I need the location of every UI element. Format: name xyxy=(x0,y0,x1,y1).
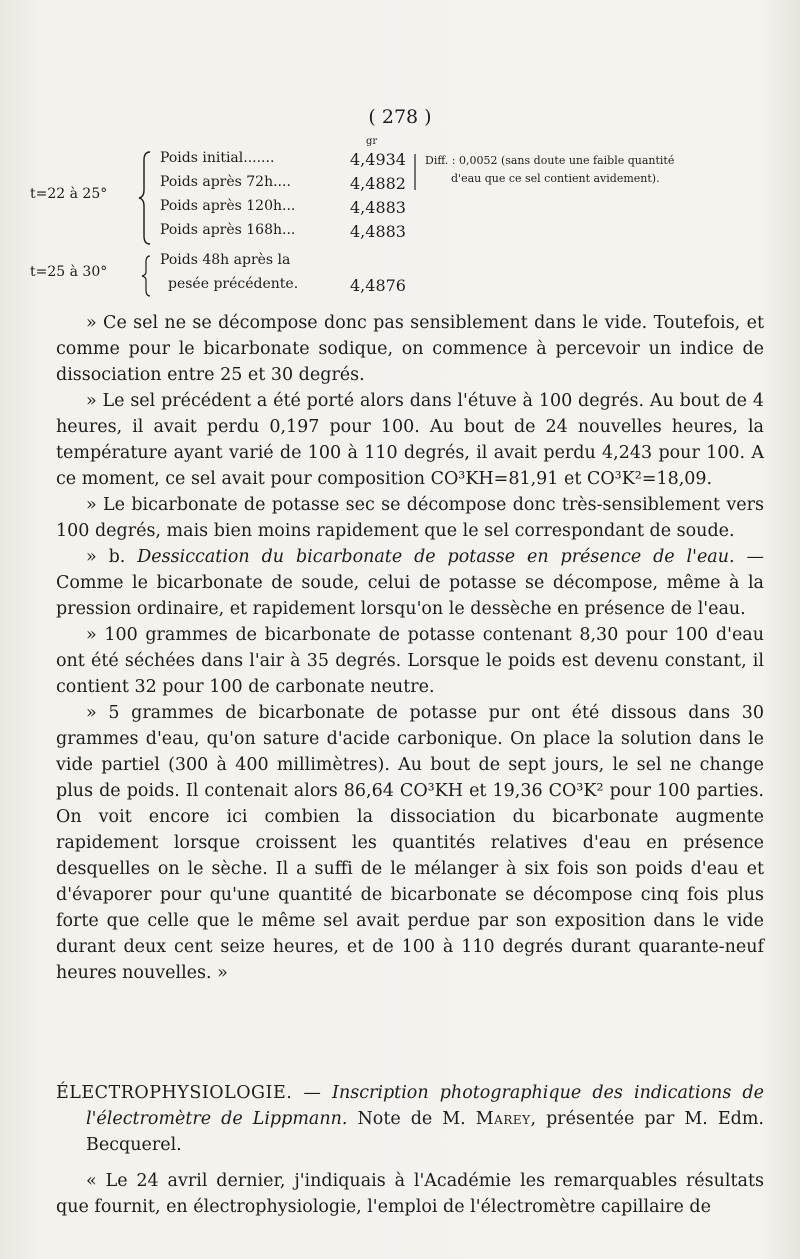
section-heading: ÉLECTROPHYSIOLOGIE. xyxy=(56,1083,293,1103)
diff-note xyxy=(425,152,674,188)
section-b-prefix: » b. xyxy=(86,547,126,567)
row-label: pesée précédente. xyxy=(168,276,299,292)
paragraph: » 5 grammes de bicarbonate de potasse pur ont été dissous dans 30 grammes d'eau, qu'on sature d'acide carbonique. On place la solution dans le vide partiel (300 à 400 millimètres). Au bout de sept jours, le sel ne change plus de poids. Il contenait alors 86,64 CO³KH et 19,36 CO³K² pour 100 parties. On voit encore ici combien la dissociation du bicarbonate augmente rapidement lorsque croissent les quantités relatives d'eau en présence desquelles on le sèche. Il a suffi de le mélanger à six fois son poids d'eau et d'évaporer pour qu'une quantité de bicarbonate se décompose cinq fois plus forte que celle que le même sel avait perdue par son exposition dans le vide durant deux cent seize heures, et de 100 à 110 degrés durant quarante-neuf heures nouvelles. » xyxy=(56,703,764,983)
row-value: 4,4882 xyxy=(350,174,406,193)
paragraph: » 100 grammes de bicarbonate de potasse contenant 8,30 pour 100 d'eau ont été séchées dans l'air à 35 degrés. Lorsque le poids est devenu constant, il contient 32 pour 100 de carbonate neutre. xyxy=(56,625,764,697)
diff-line: d'eau que ce sel contient avidement). xyxy=(451,172,660,185)
page-number: ( 278 ) xyxy=(368,106,432,128)
condition-label: t=25 à 30° xyxy=(30,264,108,280)
paragraph: » Ce sel ne se décompose donc pas sensiblement dans le vide. Toutefois, et comme pour le bicarbonate sodique, on commence à percevoir un indice de dissociation entre 25 et 30 degrés. xyxy=(56,313,764,385)
row-label: Poids 48h après la xyxy=(160,252,291,268)
condition-label: t=22 à 25° xyxy=(30,186,108,202)
diff-line: Diff. : 0,0052 (sans doute une faible quantité xyxy=(425,154,675,167)
unit-label: gr xyxy=(366,136,378,147)
final-paragraph: « Le 24 avril dernier, j'indiquais à l'Académie les remarquables résultats que fournit, en électrophysiologie, l'emploi de l'électromètre capillaire de xyxy=(56,1171,764,1217)
section-b-title: Dessiccation du bicarbonate de potasse en présence de l'eau. xyxy=(137,547,735,567)
dash: — xyxy=(292,1083,333,1103)
note-mid: Note de M. xyxy=(347,1109,476,1129)
note-end: , présentée par M. Edm. Becquerel. xyxy=(86,1109,764,1155)
brace-icon xyxy=(413,152,423,192)
row-label: Poids initial....... xyxy=(160,150,275,166)
paragraph: » Le sel précédent a été porté alors dans l'étuve à 100 degrés. Au bout de 4 heures, il avait perdu 0,197 pour 100. Au bout de 24 nouvelles heures, la température ayant varié de 100 à 110 degrés, il avait perdu 4,243 pour 100. A ce moment, ce sel avait pour composition CO³KH=81,91 et CO³K²=18,09. xyxy=(56,391,764,489)
row-value: 4,4934 xyxy=(350,150,406,169)
row-value: 4,4883 xyxy=(350,198,406,217)
row-label: Poids après 72h.... xyxy=(160,174,291,190)
row-value: 4,4876 xyxy=(350,276,406,295)
brace-icon xyxy=(138,150,154,246)
row-label: Poids après 168h... xyxy=(160,222,296,238)
row-value: 4,4883 xyxy=(350,222,406,241)
section-b-paragraph xyxy=(56,544,764,622)
section-b-text: — Comme le bicarbonate de soude, celui de potasse se décompose, même à la pression ordinaire, et rapidement lorsqu'on le dessèche en présence de l'eau. xyxy=(56,547,764,619)
brace-icon xyxy=(140,254,154,298)
paragraph: » Le bicarbonate de potasse sec se décompose donc très-sensiblement vers 100 degrés, mais bien moins rapidement que le sel correspondant de soude. xyxy=(56,495,764,541)
body-text xyxy=(56,310,764,986)
note-author: Marey xyxy=(475,1109,531,1129)
note-block xyxy=(56,1080,764,1220)
row-label: Poids après 120h... xyxy=(160,198,296,214)
note-title: Inscription photographique des indications de l'électromètre de Lippmann. xyxy=(86,1083,764,1129)
note-heading xyxy=(56,1080,764,1158)
